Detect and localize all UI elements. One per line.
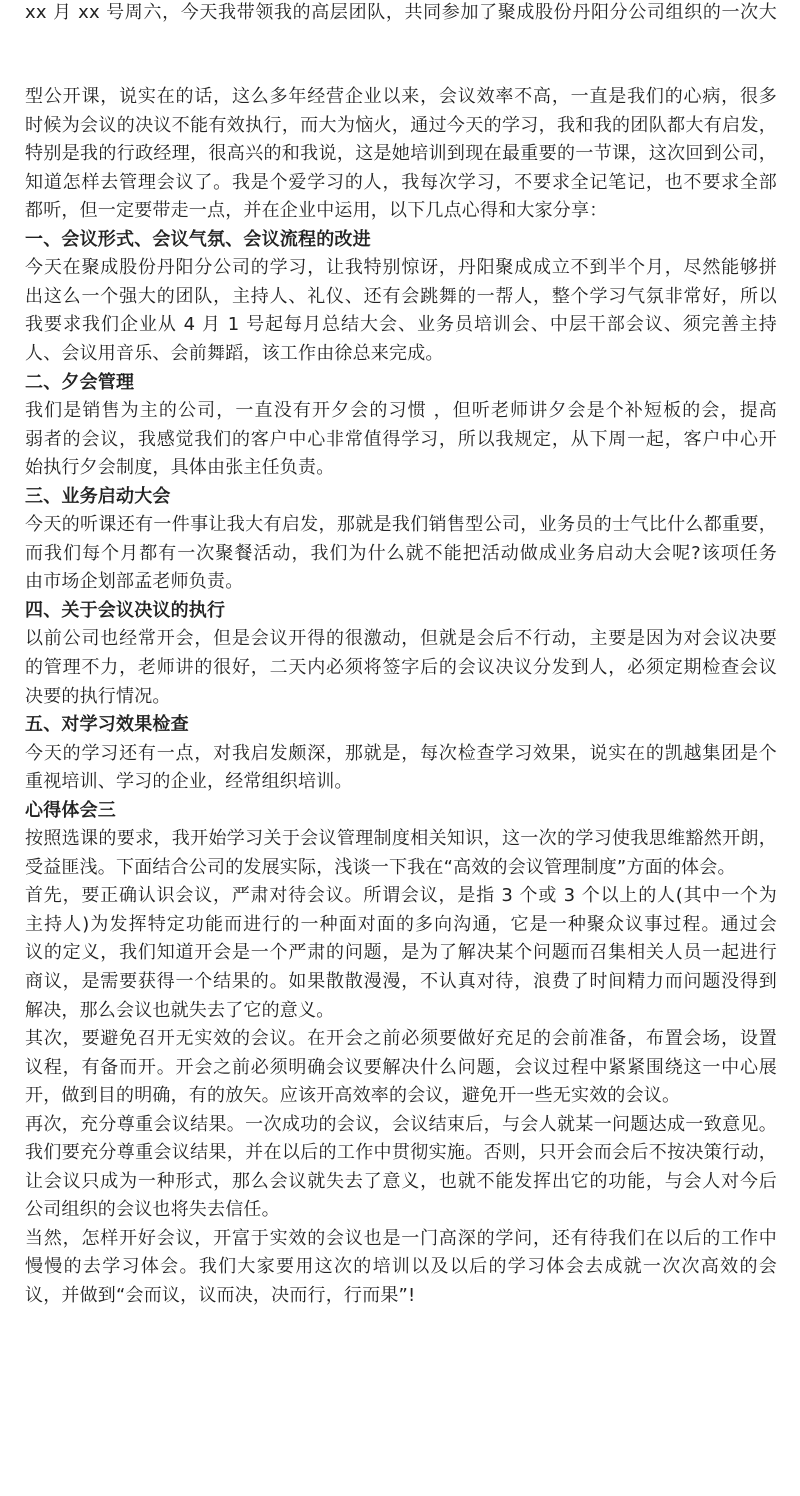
section-heading: 三、业务启动大会	[25, 485, 171, 507]
text-line: 解决，那么会议也就失去了它的意义。	[25, 999, 335, 1021]
section-heading: 心得体会三	[25, 799, 116, 821]
text-line: 议，并做到“会而议，议而决，决而行，行而果”!	[25, 1285, 416, 1307]
text-line: 始执行夕会制度，具体由张主任负责。	[25, 457, 335, 479]
text-line: 议程，有备而开。开会之前必须明确会议要解决什么问题，会议过程中紧紧围绕这一中心展	[25, 1056, 777, 1078]
text-line: 今天在聚成股份丹阳分公司的学习，让我特别惊讶，丹阳聚成成立不到半个月，尽然能够拼	[25, 257, 777, 279]
text-line: 其次，要避免召开无实效的会议。在开会之前必须要做好充足的会前准备，布置会场，设置	[25, 1028, 777, 1050]
text-line: 时候为会议的决议不能有效执行，而大为恼火，通过今天的学习，我和我的团队都大有启发，	[25, 114, 777, 136]
text-line: 公司组织的会议也将失去信任。	[25, 1199, 280, 1221]
text-line: 都听，但一定要带走一点，并在企业中运用，以下几点心得和大家分享：	[25, 200, 608, 222]
text-line: 今天的学习还有一点，对我启发颇深，那就是，每次检查学习效果，说实在的凯越集团是个	[25, 742, 777, 764]
text-line: 弱者的会议，我感觉我们的客户中心非常值得学习，所以我规定，从下周一起，客户中心开	[25, 428, 777, 450]
document-body	[25, 0, 777, 1311]
text-line: 出这么一个强大的团队，主持人、礼仪、还有会跳舞的一帮人，整个学习气氛非常好，所以	[25, 285, 777, 307]
section-heading: 五、对学习效果检查	[25, 714, 189, 736]
text-line: 决要的执行情况。	[25, 685, 171, 707]
text-line: 型公开课，说实在的话，这么多年经营企业以来，会议效率不高，一直是我们的心病，很多	[25, 86, 777, 108]
text-line: xx 月 xx 号周六，今天我带领我的高层团队，共同参加了聚成股份丹阳分公司组织的一次大	[25, 2, 777, 23]
text-line: 重视培训、学习的企业，经常组织培训。	[25, 771, 353, 793]
text-line: 让会议只成为一种形式，那么会议就失去了意义，也就不能发挥出它的功能，与会人对今后	[25, 1170, 777, 1192]
text-line: 特别是我的行政经理，很高兴的和我说，这是她培训到现在最重要的一节课，这次回到公司，	[25, 143, 777, 165]
text-line: 议的定义，我们知道开会是一个严肃的问题，是为了解决某个问题而召集相关人员一起进行	[25, 942, 777, 964]
text-line: 的管理不力，老师讲的很好，二天内必须将签字后的会议决议分发到人，必须定期检查会议	[25, 656, 777, 678]
text-line: 开，做到目的明确，有的放矢。应该开高效率的会议，避免开一些无实效的会议。	[25, 1085, 681, 1107]
text-line: 按照选课的要求，我开始学习关于会议管理制度相关知识，这一次的学习使我思维豁然开朗，	[25, 828, 777, 850]
text-line: 人、会议用音乐、会前舞蹈，该工作由徐总来完成。	[25, 342, 444, 364]
text-line: 再次，充分尊重会议结果。一次成功的会议，会议结束后，与会人就某一问题达成一致意见。	[25, 1113, 777, 1135]
text-line: 我们要充分尊重会议结果，并在以后的工作中贯彻实施。否则，只开会而会后不按决策行动，	[25, 1142, 777, 1164]
text-line: 我们是销售为主的公司，一直没有开夕会的习惯 ，但听老师讲夕会是个补短板的会，提高	[25, 400, 777, 422]
text-line: 我要求我们企业从 4 月 1 号起每月总结大会、业务员培训会、中层干部会议、须完善主持	[25, 314, 777, 336]
text-line: 商议，是需要获得一个结果的。如果散散漫漫，不认真对待，浪费了时间精力而问题没得到	[25, 971, 777, 992]
section-heading: 一、会议形式、会议气氛、会议流程的改进	[25, 228, 371, 250]
text-line: 受益匪浅。下面结合公司的发展实际，浅谈一下我在“高效的会议管理制度”方面的体会。	[25, 856, 736, 878]
text-line: 而我们每个月都有一次聚餐活动，我们为什么就不能把活动做成业务启动大会呢?该项任务	[25, 542, 777, 564]
section-heading: 四、关于会议决议的执行	[25, 599, 226, 621]
text-line: 由市场企划部孟老师负责。	[25, 571, 244, 593]
section-heading: 二、夕会管理	[25, 371, 135, 393]
blank-gap	[25, 28, 777, 84]
text-line: 今天的听课还有一件事让我大有启发，那就是我们销售型公司，业务员的士气比什么都重要，	[25, 514, 777, 536]
text-line: 主持人)为发挥特定功能而进行的一种面对面的多向沟通，它是一种聚众议事过程。通过会	[25, 913, 777, 935]
text-line: 慢慢的去学习体会。我们大家要用这次的培训以及以后的学习体会去成就一次次高效的会	[25, 1256, 777, 1278]
text-line: 以前公司也经常开会，但是会议开得的很激动，但就是会后不行动，主要是因为对会议决要	[25, 628, 777, 650]
text-line: 知道怎样去管理会议了。我是个爱学习的人，我每次学习，不要求全记笔记，也不要求全部	[25, 171, 777, 193]
text-line: 当然，怎样开好会议，开富于实效的会议也是一门高深的学问，还有待我们在以后的工作中	[25, 1227, 777, 1249]
text-line: 首先，要正确认识会议，严肃对待会议。所谓会议，是指 3 个或 3 个以上的人(其中一个为	[25, 885, 777, 907]
